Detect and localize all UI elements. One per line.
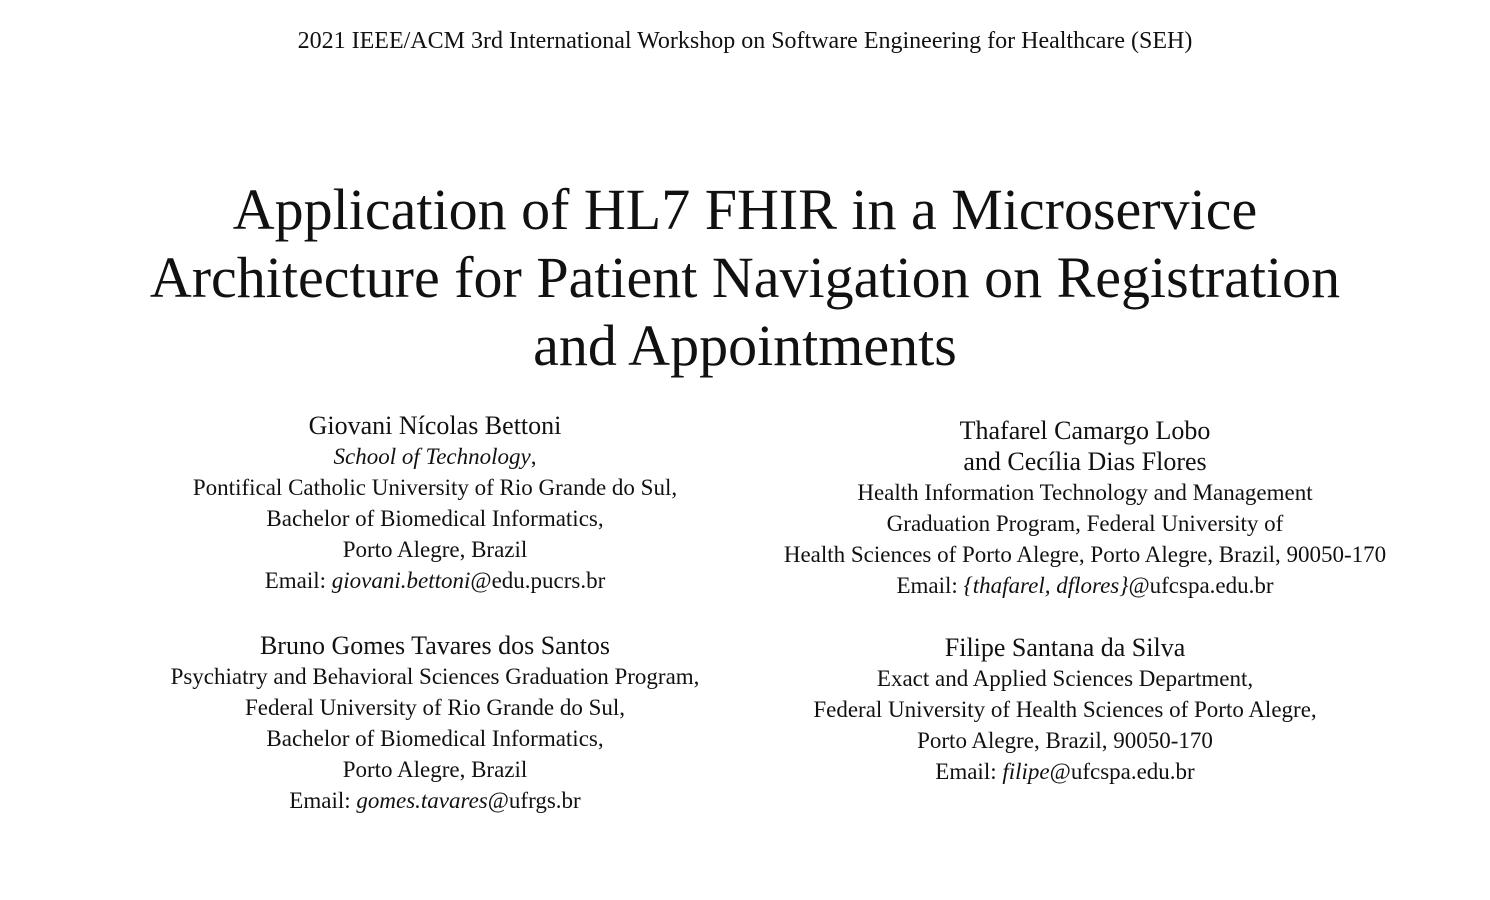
author-email (700, 756, 1430, 787)
email-domain: @ufcspa.edu.br (1128, 573, 1274, 598)
author-affiliation: Exact and Applied Sciences Department, (876, 666, 1254, 691)
author-email (60, 565, 810, 596)
author-email (720, 570, 1450, 601)
email-domain: @ufcspa.edu.br (1049, 759, 1195, 784)
author-affiliation: Health Information Technology and Management (857, 480, 1313, 505)
author-name: Bruno Gomes Tavares dos Santos (259, 631, 611, 660)
author-affiliation: Porto Alegre, Brazil (342, 537, 528, 562)
author-school: School of Technology (333, 444, 531, 469)
author-affiliation: Federal University of Health Sciences of Porto Alegre, (813, 697, 1317, 722)
author-affiliation: Pontifical Catholic University of Rio Grande do Sul, (192, 475, 678, 500)
author-name: Filipe Santana da Silva (944, 633, 1186, 662)
author-affiliation: Porto Alegre, Brazil (342, 757, 528, 782)
email-user: giovani.bettoni (331, 568, 471, 593)
author-block-lobo-flores (720, 415, 1450, 601)
conference-header: 2021 IEEE/ACM 3rd International Workshop on Software Engineering for Healthcare (SEH) (297, 28, 1193, 54)
author-affiliation: Health Sciences of Porto Alegre, Porto Alegre, Brazil, 90050-170 (783, 542, 1387, 567)
email-user: filipe (1002, 759, 1050, 784)
author-affiliation: Bachelor of Biomedical Informatics, (266, 506, 604, 531)
email-prefix: Email: (289, 788, 357, 813)
paper-title-line-3: and Appointments (533, 313, 957, 378)
author-affiliation: Bachelor of Biomedical Informatics, (266, 726, 604, 751)
author-affiliation: Graduation Program, Federal University of (886, 511, 1284, 536)
author-name: Thafarel Camargo Lobo (959, 416, 1211, 445)
author-block-bettoni (60, 410, 810, 596)
email-prefix: Email: (935, 759, 1003, 784)
paper-title-line-1: Application of HL7 FHIR in a Microservice (232, 177, 1258, 242)
author-email (60, 785, 810, 816)
author-name: and Cecília Dias Flores (963, 447, 1207, 476)
email-prefix: Email: (896, 573, 964, 598)
paper-title-line-2: Architecture for Patient Navigation on Registration (149, 245, 1341, 310)
email-domain: @ufrgs.br (487, 788, 581, 813)
paper-title (0, 176, 1490, 380)
author-school-suffix: , (530, 444, 537, 469)
email-domain: @edu.pucrs.br (470, 568, 606, 593)
author-block-silva (700, 632, 1430, 787)
author-affiliation: Psychiatry and Behavioral Sciences Graduation Program, (170, 664, 700, 689)
author-affiliation: Federal University of Rio Grande do Sul, (244, 695, 626, 720)
email-prefix: Email: (264, 568, 332, 593)
author-affiliation: Porto Alegre, Brazil, 90050-170 (917, 728, 1213, 753)
author-name: Giovani Nícolas Bettoni (308, 411, 562, 440)
author-block-santos (60, 630, 810, 816)
email-user: gomes.tavares (356, 788, 488, 813)
author-affiliation (60, 441, 810, 472)
email-user: {thafarel, dflores} (963, 573, 1129, 598)
